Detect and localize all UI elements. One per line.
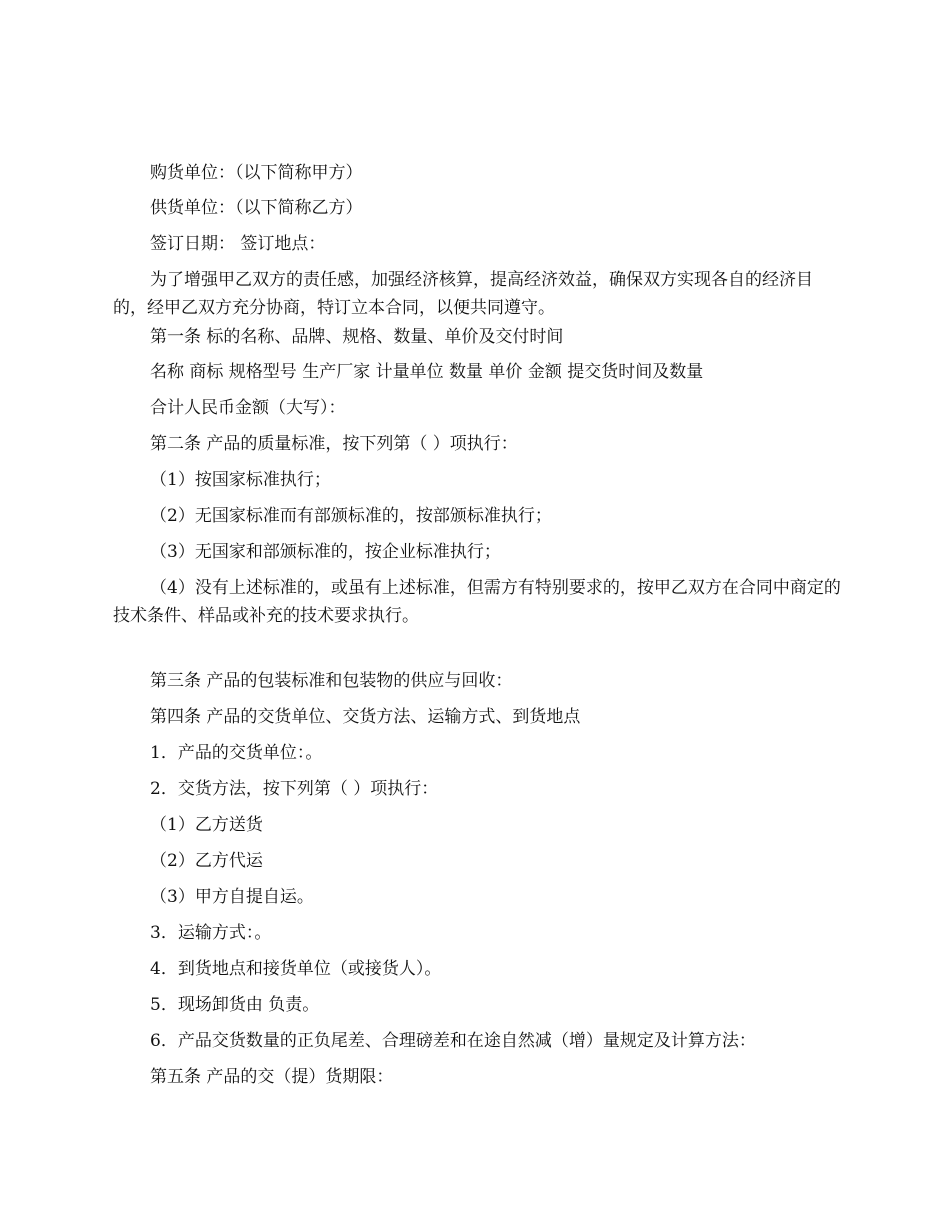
- supplier-line: 供货单位：（以下简称乙方）: [150, 198, 363, 218]
- delivery-option-1: （1）乙方送货: [150, 815, 263, 835]
- preamble-paragraph: 为了增强甲乙双方的责任感，加强经济核算，提高经济效益，确保双方实现各自的经济目的，经甲乙双方充分协商，特订立本合同，以便共同遵守。: [113, 270, 813, 318]
- buyer-line: 购货单位：（以下简称甲方）: [150, 163, 363, 183]
- unloading-line: 5．现场卸货由 负责。: [150, 995, 320, 1015]
- quality-option-2: （2）无国家标准而有部颁标准的，按部颁标准执行；: [150, 506, 552, 526]
- delivery-option-3: （3）甲方自提自运。: [150, 887, 314, 907]
- article-4-heading: 第四条 产品的交货单位、交货方法、运输方式、到货地点: [150, 707, 581, 727]
- total-amount-line: 合计人民币金额（大写）：: [150, 398, 346, 418]
- arrival-place-line: 4．到货地点和接货单位（或接货人）。: [150, 959, 442, 979]
- article-2-heading: 第二条 产品的质量标准，按下列第（ ）项执行：: [150, 434, 518, 454]
- transport-method-line: 3．运输方式：。: [150, 923, 272, 943]
- quality-option-1: （1）按国家标准执行；: [150, 470, 331, 490]
- article-1-columns: 名称 商标 规格型号 生产厂家 计量单位 数量 单价 金额 提交货时间及数量: [150, 362, 704, 382]
- delivery-unit-line: 1．产品的交货单位：。: [150, 743, 323, 763]
- delivery-option-2: （2）乙方代运: [150, 851, 263, 871]
- article-3-heading: 第三条 产品的包装标准和包装物的供应与回收：: [150, 671, 513, 691]
- article-5-heading: 第五条 产品的交（提）货期限：: [150, 1067, 394, 1087]
- quality-option-4: （4）没有上述标准的，或虽有上述标准，但需方有特别要求的，按甲乙双方在合同中商定的技术条件、样品或补充的技术要求执行。: [113, 578, 841, 626]
- quality-option-3: （3）无国家和部颁标准的，按企业标准执行；: [150, 542, 501, 562]
- signing-date-place-line: 签订日期： 签订地点：: [150, 234, 326, 254]
- quantity-tolerance-line: 6．产品交货数量的正负尾差、合理磅差和在途自然减（增）量规定及计算方法：: [150, 1031, 756, 1051]
- article-1-heading: 第一条 标的名称、品牌、规格、数量、单价及交付时间: [150, 327, 564, 347]
- delivery-method-line: 2．交货方法，按下列第（ ）项执行：: [150, 779, 439, 799]
